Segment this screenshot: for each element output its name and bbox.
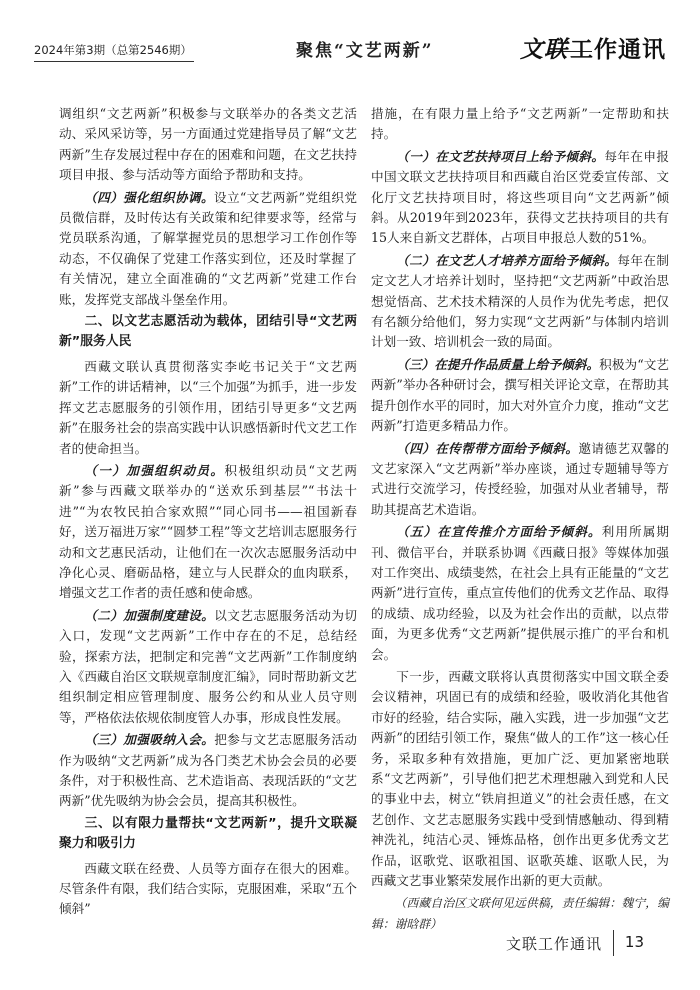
- page-header: [34, 22, 666, 68]
- paragraph: [371, 667, 669, 891]
- subsection-lead: （一）在文艺扶持项目上给予倾斜。: [396, 148, 605, 164]
- paragraph-body: 西藏文联认真贯彻落实李屹书记关于“文艺两新”工作的讲话精神，以“三个加强”为抓手，进一步发挥文艺志愿服务的引领作用，团结引导更多“文艺两新”在服务社会的崇高实践中认识感悟新时代文艺工作者的使命担当。: [59, 358, 357, 456]
- brand-logo-mark: 文联: [520, 36, 568, 63]
- paragraph: [371, 439, 669, 521]
- paragraph: [59, 859, 357, 920]
- paragraph-body: 利用所属期刊、微信平台，并联系协调《西藏日报》等媒体加强对工作突出、成绩斐然，在社会上具有正能量的“文艺两新”进行宣传，重点宣传他们的优秀文艺作品、取得的成绩、成功经验，以及为社会作出的贡献，以点带面，为更多优秀“文艺两新”提供展示推广的平台和机会。: [371, 524, 670, 662]
- paragraph: [59, 188, 357, 310]
- paragraph: [371, 251, 669, 353]
- subsection-lead: （三）在提升作品质量上给予倾斜。: [396, 356, 600, 372]
- footer-publication-name: 文联工作通讯: [505, 935, 602, 953]
- paragraph: [59, 606, 357, 728]
- column-title: 聚焦“文艺两新”: [296, 41, 434, 61]
- issue-number: 2024年第3期（总第2546期）: [34, 43, 192, 57]
- paragraph: [371, 355, 669, 437]
- paragraph-continued: 调组织“文艺两新”积极参与文联举办的各类文艺活动、采风采访等，另一方面通过党建指导员了解“文艺两新”生存发展过程中存在的困难和问题，在文艺扶持项目申报、参与活动等方面给予帮助和支持。: [59, 106, 357, 183]
- section-heading: 三、以有限力量帮扶“文艺两新”，提升文联凝聚力和吸引力: [59, 815, 357, 852]
- paragraph-body: 积极为“文艺两新”举办各种研讨会，撰写相关评论文章，在帮助其提升创作水平的同时，加大对外宣介力度，推动“文艺两新”打造更多精品力作。: [371, 356, 669, 434]
- publication-brand: [520, 31, 666, 64]
- paragraph: [371, 522, 669, 665]
- paragraph-body: 下一步，西藏文联将认真贯彻落实中国文联全委会议精神，巩固已有的成绩和经验，吸收消化其他省市好的经验，结合实际，融入实践，进一步加强“文艺两新”的团结引领工作，聚焦“做人的工作”这一核心任务，采取多种有效措施，更加广泛、更加紧密地联系“文艺两新”，引导他们把艺术理想融入到党和人民的事业中去，树立“铁肩担道义”的社会责任感，在文艺创作、文艺志愿服务实践中受到情感触动、得到精神洗礼，纯洁心灵、锤炼品格，创作出更多优秀文艺作品，讴歌党、讴歌祖国、讴歌英雄、讴歌人民，为西藏文艺事业繁荣发展作出新的更大贡献。: [371, 668, 669, 889]
- paragraph: [59, 730, 357, 812]
- paragraph-body: 积极组织动员“文艺两新”参与西藏文联举办的“送欢乐到基层”“书法十进”“为农牧民拍合家欢照”“同心同书——祖国新春好，送万福进万家”“圆梦工程”等文艺培训志愿服务行动和文艺惠民活动，让他们在一次次志愿服务活动中净化心灵、磨砺品格，建立与人民群众的血肉联系，增强文艺工作者的责任感和使命感。: [59, 462, 357, 601]
- article-column-right: [371, 104, 669, 936]
- page-number: 13: [624, 933, 644, 951]
- subsection-lead: （四）强化组织协调。: [84, 189, 214, 205]
- paragraph-continued: 措施，在有限力量上给予“文艺两新”一定帮助和扶持。: [371, 106, 669, 142]
- subsection-lead: （三）加强吸纳入会。: [84, 732, 215, 748]
- section-heading: 二、以文艺志愿活动为载体，团结引导“文艺两新”服务人民: [59, 314, 357, 350]
- footer-divider: [613, 930, 614, 956]
- paragraph: [371, 147, 669, 249]
- paragraph-body: 每年在制定文艺人才培养计划时，坚持把“文艺两新”中政治思想觉悟高、艺术技术精深的人员作为优先考虑，把仅有名额分给他们，努力实现“文艺两新”与体制内培训计划一致、培训机会一致的局面。: [371, 252, 670, 350]
- subsection-lead: （五）在宣传推介方面给予倾斜。: [396, 524, 602, 540]
- subsection-lead: （一）加强组织动员。: [84, 462, 225, 478]
- paragraph-body: 邀请德艺双馨的文艺家深入“文艺两新”举办座谈，通过专题辅导等方式进行交流学习，传授经验，加强对从业者辅导，帮助其提高艺术造诣。: [371, 440, 670, 517]
- paragraph: [59, 357, 357, 459]
- header-rule-left: [34, 61, 194, 62]
- paragraph: [59, 461, 357, 604]
- brand-text: 工作通讯: [570, 37, 666, 63]
- paragraph-body: 每年在申报中国文联文艺扶持项目和西藏自治区党委宣传部、文化厅文艺扶持项目时，将这些项目向“文艺两新”倾斜。从2019年到2023年，获得文艺扶持项目的共有15人来自新文艺群体，占项目申报总人数的51%。: [371, 148, 670, 246]
- paragraph-body: 以文艺志愿服务活动为切入口，发现“文艺两新”工作中存在的不足，总结经验，探索方法，把制定和完善“文艺两新”工作制度纳入《西藏自治区文联规章制度汇编》，同时帮助新文艺组织制定相应管理制度、服务公约和从业人员守则等，严格依法依规依制度管人办事，形成良性发展。: [59, 607, 358, 725]
- article-column-left: [59, 104, 357, 922]
- subsection-lead: （四）在传帮带方面给予倾斜。: [396, 440, 579, 456]
- paragraph-body: 西藏文联在经费、人员等方面存在很大的困难。尽管条件有限，我们结合实际，克服困难，采取“五个倾斜”: [59, 860, 357, 917]
- paragraph-body: 设立“文艺两新”党组织党员微信群，及时传达有关政策和纪律要求等，经常与党员联系沟通，了解掌握党员的思想学习工作创作等动态，不仅确保了党建工作落实到位，还及时掌握了有关情况，建立全面准确的“文艺两新”党建工作台账，发挥党支部战斗堡垒作用。: [59, 189, 357, 307]
- paragraph-body: 把参与文艺志愿服务活动作为吸纳“文艺两新”成为各门类艺术协会会员的必要条件，对于积极性高、艺术造诣高、表现活跃的“文艺两新”优先吸纳为协会会员，提高其积极性。: [59, 732, 358, 809]
- subsection-lead: （二）在文艺人才培养方面给予倾斜。: [396, 252, 618, 268]
- author-note: （西藏自治区文联何见远供稿，责任编辑：魏宁，编辑：谢晗群）: [371, 896, 669, 931]
- subsection-lead: （二）加强制度建设。: [84, 607, 215, 623]
